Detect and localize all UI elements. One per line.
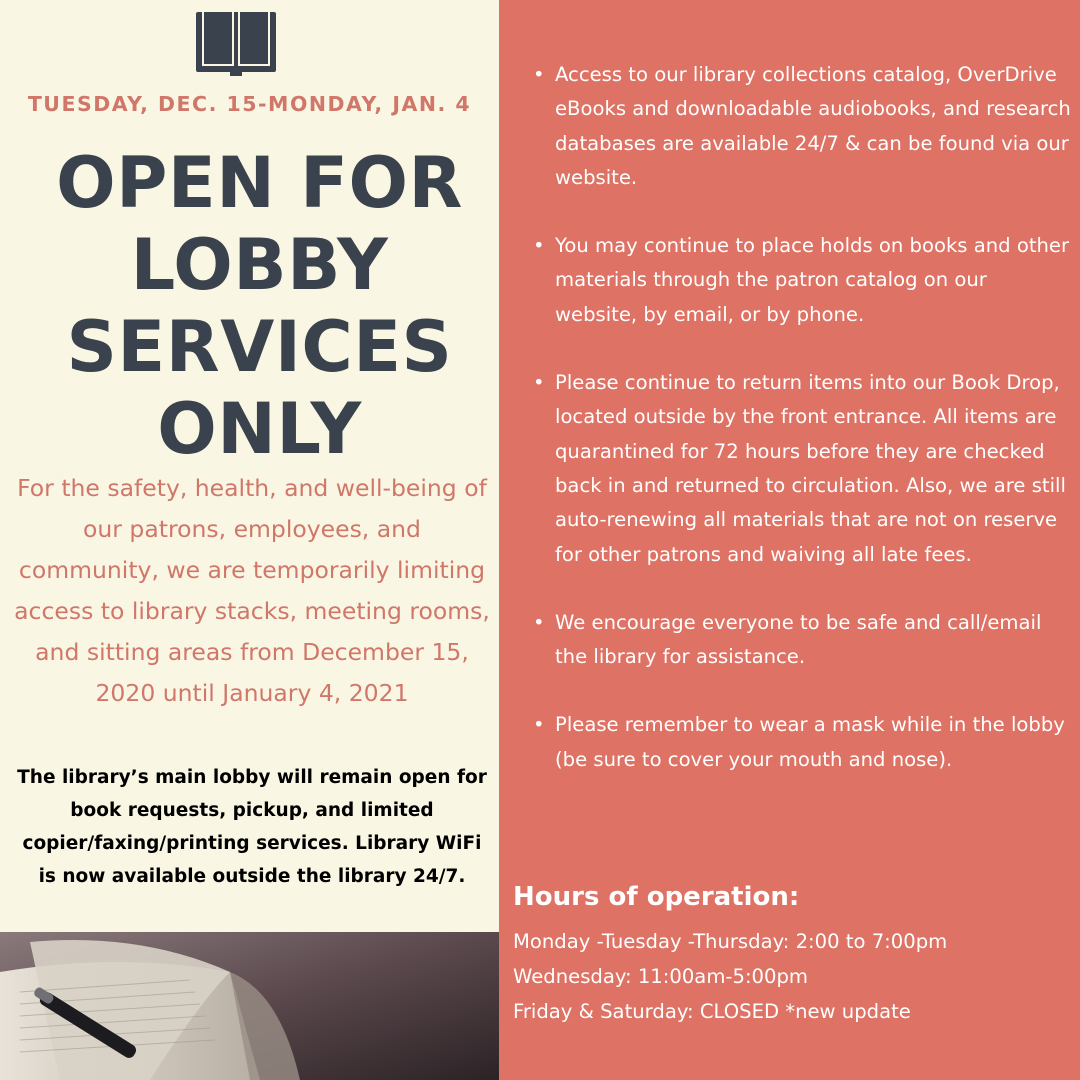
open-book-with-pen-photo: [0, 932, 499, 1080]
hours-title: Hours of operation:: [513, 882, 800, 912]
bullet-mask: • Please remember to wear a mask while in the lobby (be sure to cover your mouth and nose).: [531, 708, 1071, 777]
safety-notice: For the safety, health, and well-being of our patrons, employees, and community, we are temporarily limiting access to library stacks, meeting rooms, and sitting areas from December 15, 2020 until January 4, 2021: [14, 474, 490, 707]
hours-line: Monday -Tuesday -Thursday: 2:00 to 7:00pm: [513, 930, 948, 953]
headline-line: LOBBY: [130, 224, 389, 306]
bullet-assistance: • We encourage everyone to be safe and call/email the library for assistance.: [531, 606, 1071, 675]
hours-line: Friday & Saturday: CLOSED *new update: [513, 1000, 911, 1023]
left-panel: [0, 0, 499, 1080]
headline-line: SERVICES: [66, 306, 453, 388]
main-lobby-notice: The library’s main lobby will remain open for book requests, pickup, and limited copier/faxing/printing services. Library WiFi is now available outside the library 24/7.: [17, 767, 487, 887]
bullet-online-access: • Access to our library collections catalog, OverDrive eBooks and downloadable audiobooks, and research databases are available 24/7 & can be found via our website.: [531, 58, 1071, 195]
info-bullet-list: [531, 58, 1071, 777]
headline-line: OPEN FOR: [56, 142, 463, 224]
headline-line: ONLY: [157, 388, 362, 470]
open-book-icon: [194, 8, 278, 78]
headline: [0, 142, 519, 470]
hours-list: [513, 924, 947, 1029]
hours-line: Wednesday: 11:00am-5:00pm: [513, 965, 808, 988]
bullet-holds: • You may continue to place holds on books and other materials through the patron catalog on our website, by email, or by phone.: [531, 229, 1071, 332]
bullet-book-drop: • Please continue to return items into our Book Drop, located outside by the front entrance. All items are quarantined for 72 hours before they are checked back in and returned to circulation. Also, we are still auto-renewing all materials that are not on reserve for other patrons and waiving all late fees.: [531, 366, 1071, 572]
date-range: TUESDAY, DEC. 15-MONDAY, JAN. 4: [27, 92, 472, 116]
